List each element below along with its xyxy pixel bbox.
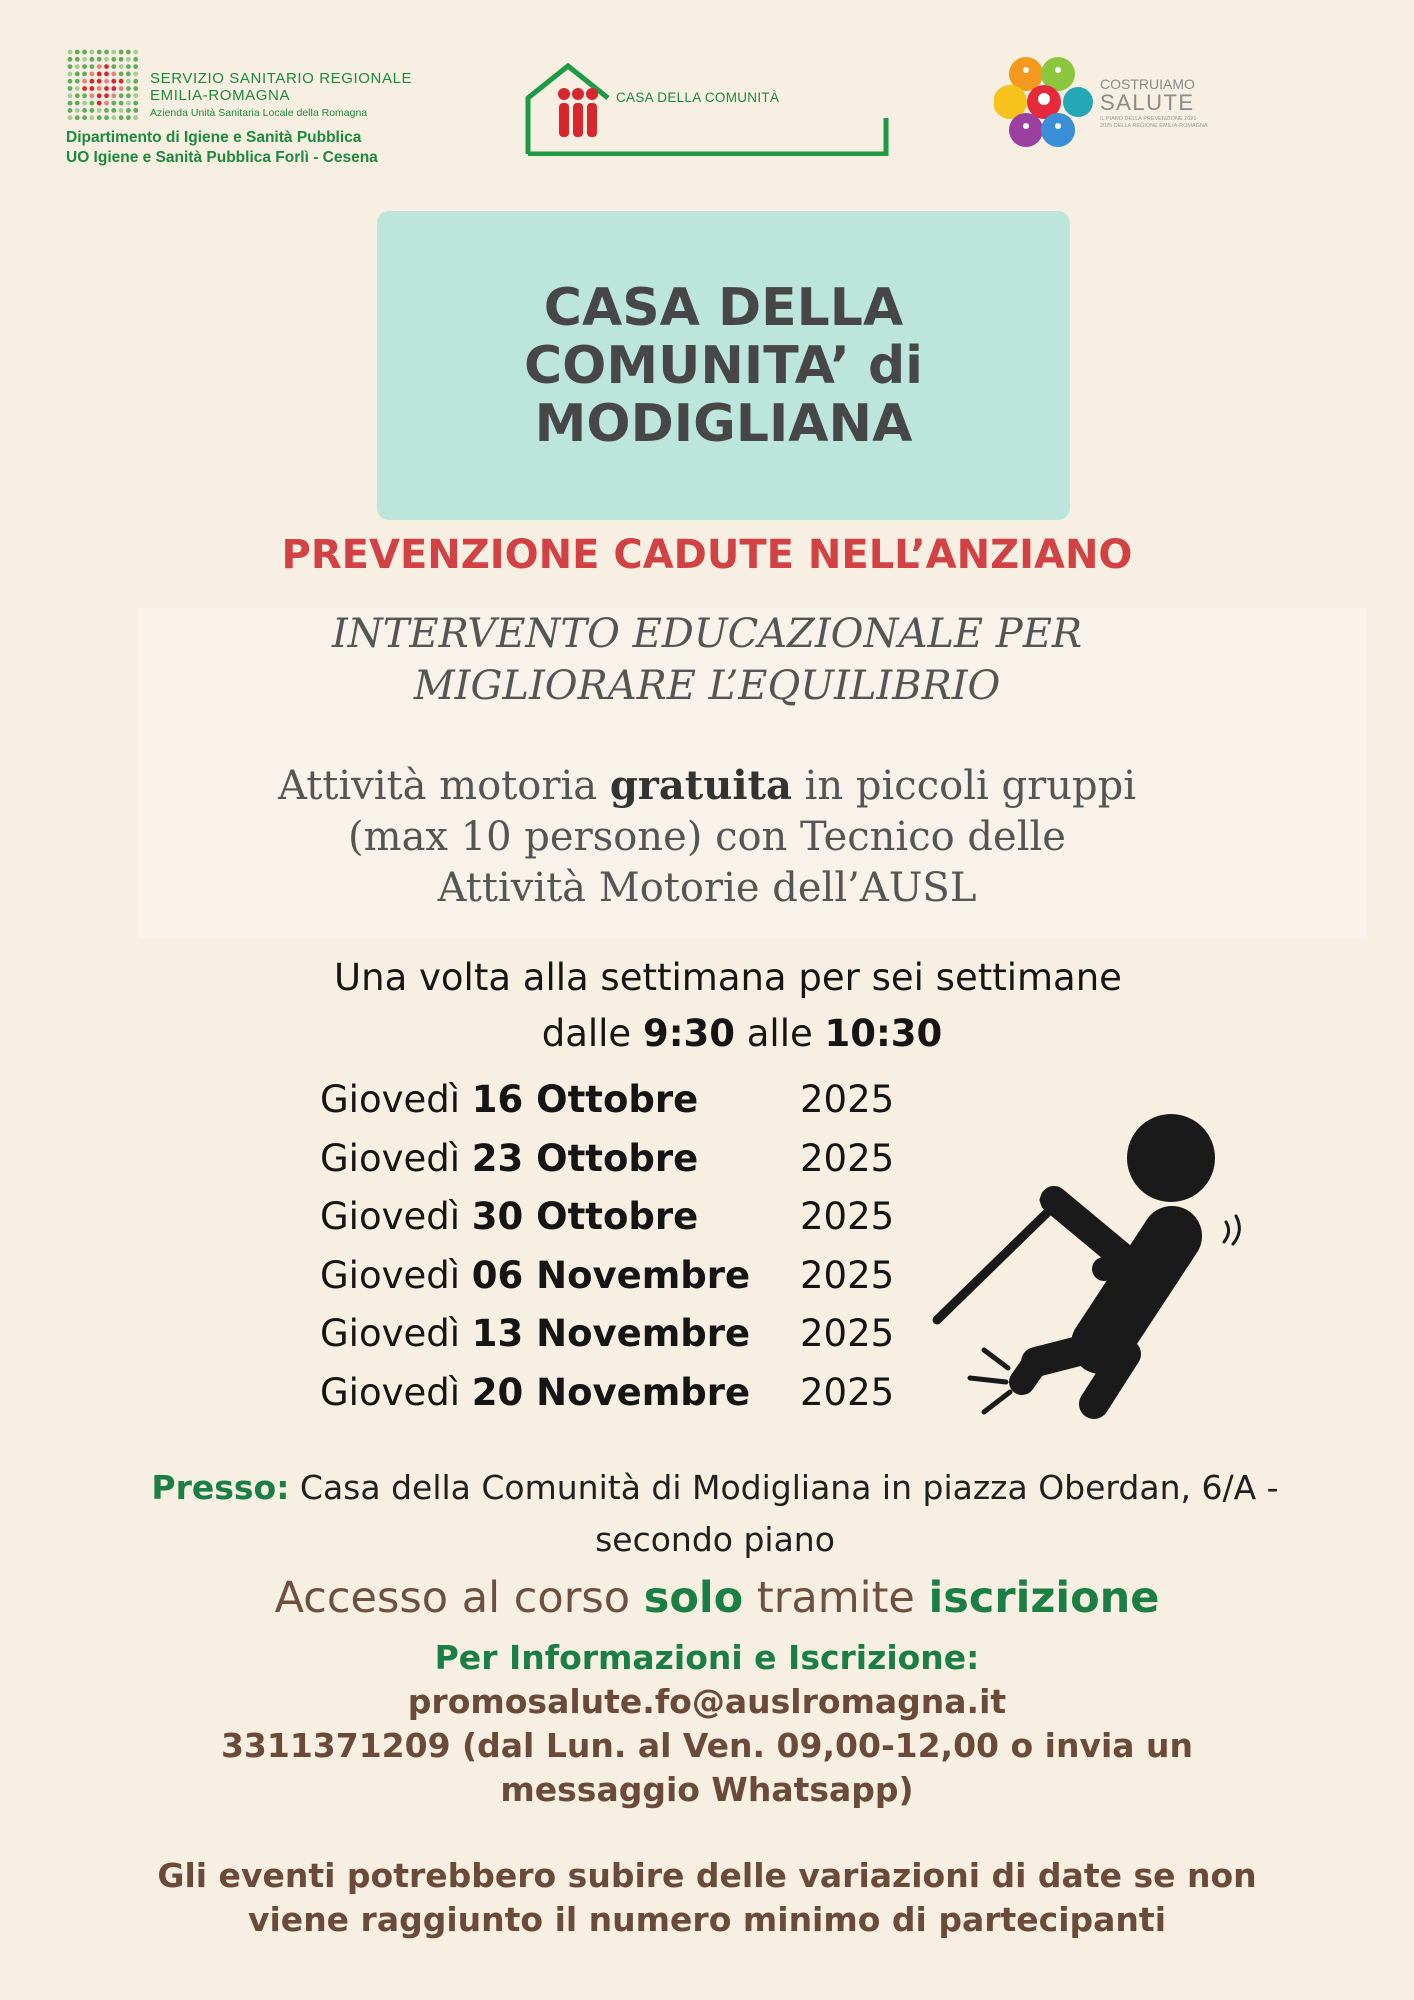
salute-label: SALUTE	[1100, 90, 1195, 115]
location-line1	[90, 1462, 1340, 1514]
piano-prevenzione-label: IL PIANO DELLA PREVENZIONE 2021-2025 DELLA REGIONE EMILIA-ROMAGNA	[1100, 116, 1208, 129]
title-line3: MODIGLIANA	[534, 393, 913, 454]
gratuita-emphasis: gratuita	[609, 762, 792, 809]
page-title	[524, 279, 923, 453]
access-iscrizione: iscrizione	[928, 1573, 1160, 1623]
time-end: 10:30	[824, 1012, 943, 1055]
contact-phone-line2: messaggio Whatsapp)	[500, 1770, 914, 1809]
contact-email[interactable]: promosalute.fo@auslromagna.it	[407, 1682, 1007, 1721]
department-line1: Dipartimento di Igiene e Sanità Pubblica	[66, 129, 362, 146]
date-weekday: Giovedì	[320, 1137, 472, 1180]
location	[90, 1462, 1340, 1566]
date-daymonth: 13 Novembre	[471, 1312, 751, 1355]
access-p1: Accesso al corso	[274, 1573, 644, 1623]
date-year: 2025	[800, 1371, 895, 1414]
attivita-line3: Attività Motorie dell’AUSL	[437, 865, 977, 911]
attivita-description	[0, 760, 1414, 914]
date-weekday: Giovedì	[320, 1078, 472, 1121]
intervento-heading	[0, 608, 1414, 712]
ssr-azienda: Azienda Unità Sanitaria Locale della Romagna	[150, 107, 368, 119]
department-line2: UO Igiene e Sanità Pubblica Forlì - Cesena	[66, 149, 378, 166]
access-solo: solo	[643, 1573, 744, 1623]
date-daymonth: 30 Ottobre	[471, 1195, 699, 1238]
title-line2: COMUNITA’ di	[523, 335, 923, 396]
date-year: 2025	[800, 1078, 895, 1121]
ssr-line2: EMILIA-ROMAGNA	[150, 87, 291, 104]
intervento-line2: MIGLIORARE L’EQUILIBRIO	[413, 663, 1001, 709]
date-year: 2025	[800, 1254, 895, 1297]
location-address: Casa della Comunità di Modigliana in piazza Oberdan, 6/A -	[289, 1468, 1279, 1507]
contact-heading: Per Informazioni e Iscrizione:	[434, 1638, 980, 1677]
health-wheel-icon	[994, 52, 1094, 152]
house-outline-icon	[524, 62, 890, 156]
title-line1: CASA DELLA	[543, 277, 904, 338]
location-label: Presso:	[151, 1468, 290, 1507]
date-year: 2025	[800, 1137, 895, 1180]
subtitle: PREVENZIONE CADUTE NELL’ANZIANO	[281, 532, 1133, 578]
attivita-post: in piccoli gruppi	[791, 763, 1136, 809]
date-weekday: Giovedì	[320, 1195, 472, 1238]
location-line2: secondo piano	[595, 1520, 835, 1559]
access-p2: tramite	[743, 1573, 929, 1623]
casa-comunita-label: CASA DELLA COMUNITÀ	[616, 90, 780, 105]
intervento-line1: INTERVENTO EDUCAZIONALE PER	[331, 611, 1083, 657]
ssr-line1: SERVIZIO SANITARIO REGIONALE	[150, 70, 413, 87]
date-daymonth: 06 Novembre	[471, 1254, 751, 1297]
casa-comunita-logo	[524, 62, 890, 156]
time-range	[0, 1012, 1414, 1055]
time-pre: dalle	[541, 1012, 643, 1055]
frequency-text: Una volta alla settimana per sei settimane	[334, 956, 1122, 999]
contact-phone[interactable]: 3311371209 (dal Lun. al Ven. 09,00-12,00 o invia un	[220, 1726, 1194, 1765]
access-note	[0, 1573, 1414, 1623]
contact-info	[0, 1636, 1414, 1812]
date-weekday: Giovedì	[320, 1371, 472, 1414]
date-year: 2025	[800, 1312, 895, 1355]
title-box	[377, 211, 1070, 520]
note-line1: Gli eventi potrebbero subire delle variazioni di date se non	[157, 1856, 1257, 1895]
date-weekday: Giovedì	[320, 1312, 472, 1355]
attivita-line2: (max 10 persone) con Tecnico delle	[348, 814, 1066, 860]
ssr-dotgrid-icon	[66, 48, 140, 122]
date-daymonth: 23 Ottobre	[471, 1137, 699, 1180]
date-weekday: Giovedì	[320, 1254, 472, 1297]
date-daymonth: 20 Novembre	[471, 1371, 751, 1414]
note-line2: viene raggiunto il numero minimo di partecipanti	[247, 1900, 1167, 1939]
disclaimer-note	[0, 1854, 1414, 1942]
date-year: 2025	[800, 1195, 895, 1238]
costruiamo-label: COSTRUIAMO	[1100, 76, 1195, 92]
attivita-line1	[0, 760, 1414, 812]
ssr-logo	[66, 48, 426, 173]
people-icon	[558, 88, 598, 137]
time-start: 9:30	[642, 1012, 735, 1055]
time-mid: alle	[734, 1012, 825, 1055]
ssr-name	[150, 70, 412, 104]
date-daymonth: 16 Ottobre	[471, 1078, 699, 1121]
costruiamo-salute-logo	[994, 52, 1214, 156]
department	[66, 128, 378, 168]
attivita-pre: Attività motoria	[278, 763, 610, 809]
falling-elderly-icon	[926, 1104, 1256, 1424]
